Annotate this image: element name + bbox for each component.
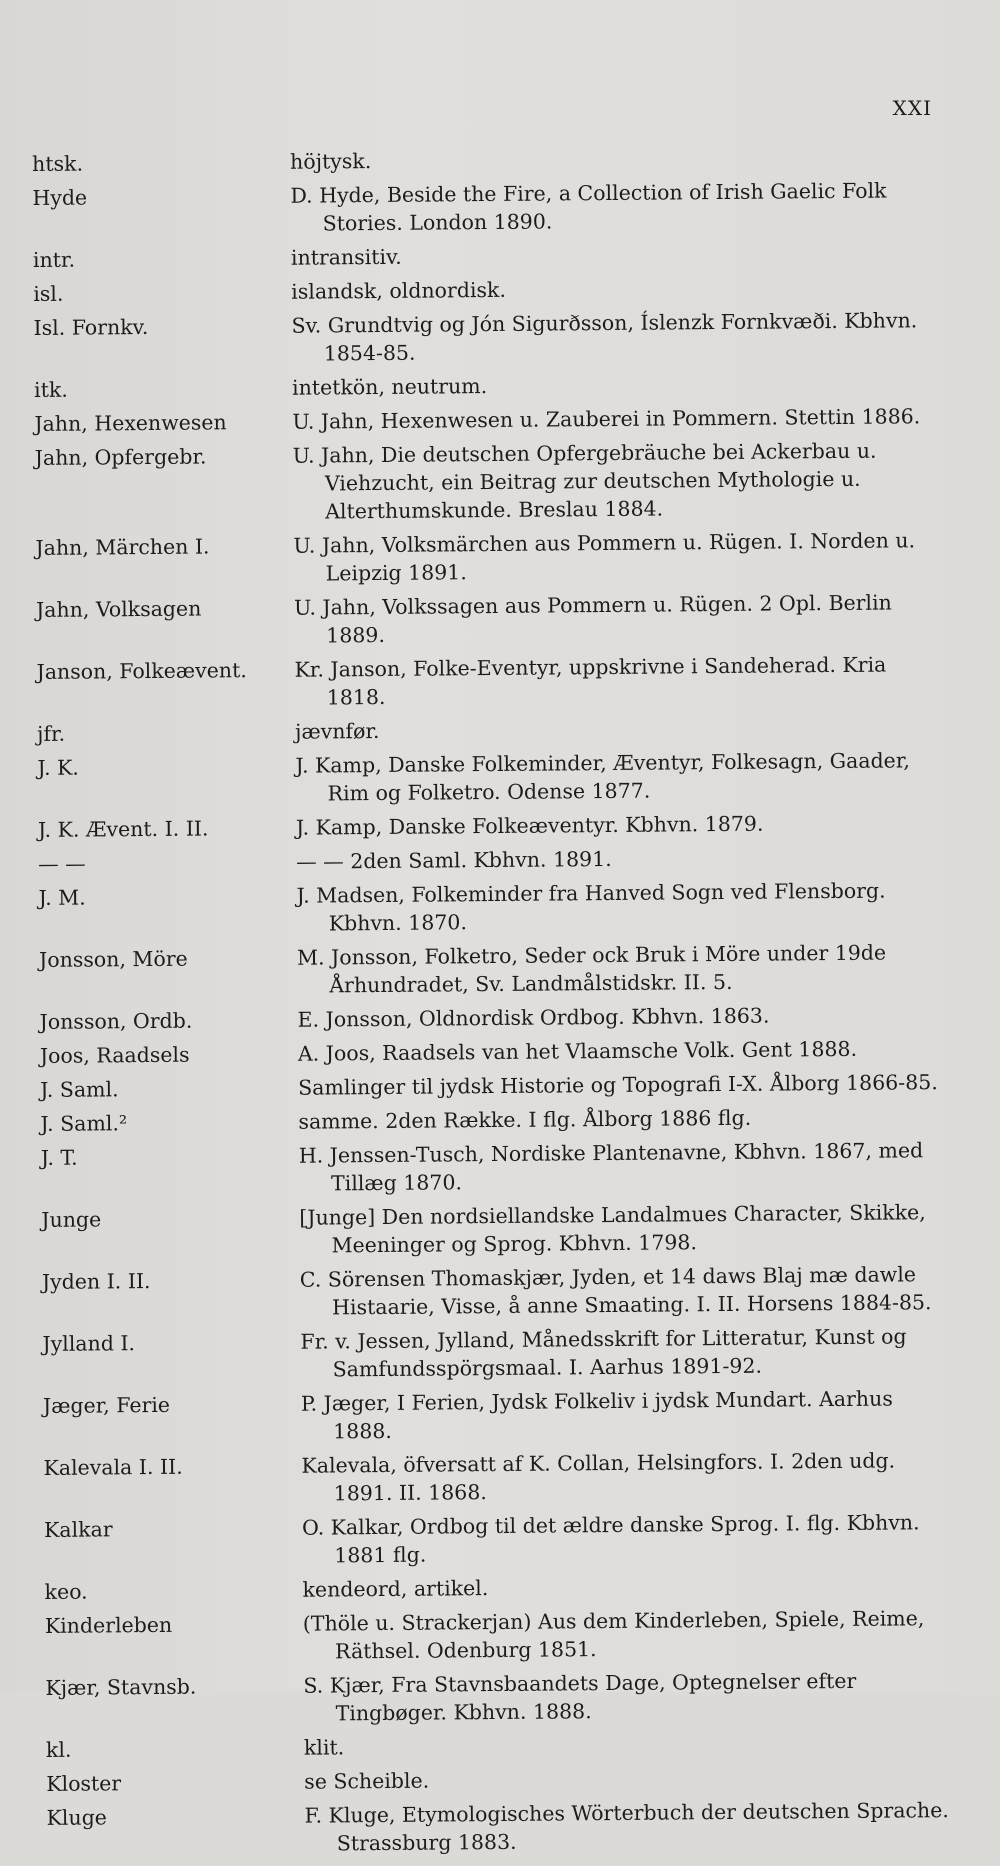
entry-description: klit. [303, 1735, 345, 1760]
abbreviation-entry [43, 1446, 948, 1510]
abbreviation-entry [33, 238, 938, 274]
entry-description: U. Jahn, Volksmärchen aus Pommern u. Rügen. I. Norden u. Leipzig 1891. [293, 528, 916, 586]
abbreviation-entry [32, 176, 937, 240]
entry-description: intetkön, neutrum. [291, 374, 488, 400]
entry-description: höjtysk. [290, 149, 372, 174]
abbreviation-entry [37, 712, 942, 748]
entry-abbreviation: Jahn, Märchen I. [35, 534, 210, 560]
entry-description: F. Kluge, Etymologisches Wörterbuch der deutschen Sprache. Strassburg 1883. [304, 1798, 949, 1856]
entry-abbreviation: Kinderleben [44, 1612, 173, 1638]
entry-abbreviation: Kalevala I. II. [43, 1454, 183, 1480]
entry-description: U. Jahn, Hexenwesen u. Zauberei in Pommern. Stettin 1886. [292, 404, 921, 434]
entry-abbreviation: Joos, Raadsels [39, 1042, 190, 1068]
abbreviation-entry [43, 1384, 948, 1448]
entry-description: — — 2den Saml. Kbhvn. 1891. [296, 846, 612, 874]
entry-abbreviation: J. T. [40, 1145, 78, 1170]
abbreviation-entry [46, 1762, 951, 1798]
entry-description: U. Jahn, Die deutschen Opfergebräuche bei Ackerbau u. Viehzucht, ein Beitrag zur deutschen Mythologie u. Alterthumskunde. Breslau 1884. [292, 438, 877, 524]
abbreviation-entry [38, 842, 943, 878]
entry-abbreviation: Jahn, Volksagen [35, 596, 202, 622]
abbreviation-entry [44, 1570, 949, 1606]
entry-abbreviation: J. K. Ævent. I. II. [37, 816, 209, 842]
abbreviation-entry [41, 1198, 946, 1262]
entry-description: se Scheible. [304, 1768, 430, 1794]
abbreviation-entry [33, 272, 938, 308]
abbreviation-entry [42, 1260, 947, 1324]
entry-abbreviation: Hyde [32, 185, 88, 210]
entry-description: E. Jonsson, Oldnordisk Ordbog. Kbhvn. 1863. [297, 1003, 770, 1032]
abbreviation-entry [45, 1666, 950, 1730]
entry-abbreviation: itk. [33, 377, 68, 402]
entry-description: kendeord, artikel. [302, 1576, 489, 1602]
abbreviation-entry [40, 1034, 945, 1070]
abbreviation-entry [39, 938, 944, 1002]
abbreviation-entry [33, 306, 938, 370]
entry-abbreviation: Kloster [46, 1771, 122, 1796]
abbreviation-entry [40, 1068, 945, 1104]
entry-description: S. Kjær, Fra Stavnsbaandets Dage, Optegnelser efter Tingbøger. Kbhvn. 1888. [303, 1668, 857, 1726]
abbreviation-entry [36, 650, 941, 714]
entry-abbreviation: kl. [45, 1737, 72, 1762]
entry-description: [Junge] Den nordsiellandske Landalmues Character, Skikke, Meeninger og Sprog. Kbhvn. 1798. [299, 1200, 926, 1258]
entry-description: J. Madsen, Folkeminder fra Hanved Sogn ved Flensborg. Kbhvn. 1870. [296, 878, 886, 936]
abbreviation-entry [39, 1000, 944, 1036]
abbreviation-entry [42, 1322, 947, 1386]
entry-description: P. Jæger, I Ferien, Jydsk Folkeliv i jydsk Mundart. Aarhus 1888. [300, 1386, 893, 1444]
abbreviation-entry [38, 808, 943, 844]
entry-description: D. Hyde, Beside the Fire, a Collection of Irish Gaelic Folk Stories. London 1890. [290, 178, 887, 236]
entry-abbreviation: J. K. [37, 755, 79, 780]
entry-description: Fr. v. Jessen, Jylland, Månedsskrift for Litteratur, Kunst og Samfundsspörgsmaal. I. Aarhus 1891-92. [300, 1324, 907, 1382]
entry-description: O. Kalkar, Ordbog til det ældre danske Sprog. I. flg. Kbhvn. 1881 flg. [301, 1510, 920, 1568]
entry-abbreviation: htsk. [32, 151, 84, 176]
entry-abbreviation: intr. [32, 247, 76, 272]
entry-abbreviation: isl. [33, 281, 64, 306]
entry-abbreviation: Kluge [46, 1805, 108, 1830]
entry-description: Sv. Grundtvig og Jón Sigurðsson, Íslenzk Fornkvæði. Kbhvn. 1854-85. [291, 308, 918, 366]
entry-description: Samlinger til jydsk Historie og Topografi I-X. Ålborg 1866-85. [298, 1070, 938, 1100]
abbreviation-entry [44, 1508, 949, 1572]
abbreviation-entry [37, 746, 942, 810]
entry-description: H. Jenssen-Tusch, Nordiske Plantenavne, Kbhvn. 1867, med Tillæg 1870. [298, 1138, 924, 1196]
abbreviation-entry [46, 1728, 951, 1764]
abbreviation-entry [35, 526, 940, 590]
abbreviation-entry [36, 588, 941, 652]
entry-abbreviation: Jonsson, Möre [38, 946, 188, 972]
entry-abbreviation: Jahn, Hexenwesen [34, 410, 227, 436]
entry-abbreviation: Jæger, Ferie [42, 1392, 171, 1418]
entry-abbreviation: Jyden I. II. [41, 1269, 151, 1294]
entry-description: J. Kamp, Danske Folkeminder, Æventyr, Folkesagn, Gaader, Rim og Folketro. Odense 1877. [295, 748, 910, 806]
entry-abbreviation: — — [38, 851, 86, 876]
entry-abbreviation: Isl. Fornkv. [33, 314, 149, 340]
entry-abbreviation: Kalkar [43, 1517, 113, 1542]
abbreviation-list [32, 142, 952, 1866]
abbreviation-entry [34, 402, 939, 438]
entry-abbreviation: J. M. [38, 885, 86, 910]
abbreviation-entry [34, 368, 939, 404]
entry-abbreviation: Janson, Folkeævent. [36, 658, 247, 684]
entry-abbreviation: keo. [44, 1579, 88, 1604]
entry-description: A. Joos, Raadsels van het Vlaamsche Volk. Gent 1888. [297, 1036, 858, 1066]
abbreviation-entry [41, 1136, 946, 1200]
entry-description: C. Sörensen Thomaskjær, Jyden, et 14 daws Blaj mæ dawle Histaarie, Visse, å anne Smaating. I. II. Horsens 1884-85. [299, 1262, 932, 1320]
entry-description: (Thöle u. Strackerjan) Aus dem Kinderleben, Spiele, Reime, Räthsel. Odenburg 1851. [302, 1606, 925, 1664]
abbreviation-entry [32, 142, 937, 178]
entry-description: M. Jonsson, Folketro, Seder ock Bruk i Möre under 19de Århundradet, Sv. Landmålstidskr. II. 5. [296, 940, 887, 998]
page-number: XXI [892, 96, 932, 120]
entry-abbreviation: Junge [41, 1207, 102, 1232]
entry-description: Kalevala, öfversatt af K. Collan, Helsingfors. I. 2den udg. 1891. II. 1868. [301, 1448, 896, 1506]
abbreviation-entry [35, 436, 941, 528]
entry-abbreviation: J. Saml.² [40, 1111, 128, 1136]
abbreviation-entry [45, 1604, 950, 1668]
entry-abbreviation: Jylland I. [42, 1331, 136, 1356]
entry-description: U. Jahn, Volkssagen aus Pommern u. Rügen. 2 Opl. Berlin 1889. [293, 590, 892, 648]
entry-abbreviation: J. Saml. [40, 1077, 119, 1102]
entry-abbreviation: jfr. [36, 721, 66, 746]
entry-abbreviation: Jonsson, Ordb. [39, 1008, 193, 1034]
entry-description: Kr. Janson, Folke-Eventyr, uppskrivne i Sandeherad. Kria 1818. [294, 652, 887, 710]
abbreviation-entry [40, 1102, 945, 1138]
entry-description: samme. 2den Række. I flg. Ålborg 1886 flg. [298, 1105, 752, 1134]
entry-description: islandsk, oldnordisk. [291, 277, 507, 304]
entry-description: J. Kamp, Danske Folkeæventyr. Kbhvn. 1879. [295, 811, 764, 840]
entry-description: jævnfør. [294, 718, 380, 744]
entry-abbreviation: Jahn, Opfergebr. [34, 444, 207, 470]
abbreviation-entry [38, 876, 943, 940]
entry-abbreviation: Kjær, Stavnsb. [45, 1674, 197, 1700]
entry-description: intransitiv. [290, 244, 402, 270]
abbreviation-entry [46, 1796, 951, 1860]
